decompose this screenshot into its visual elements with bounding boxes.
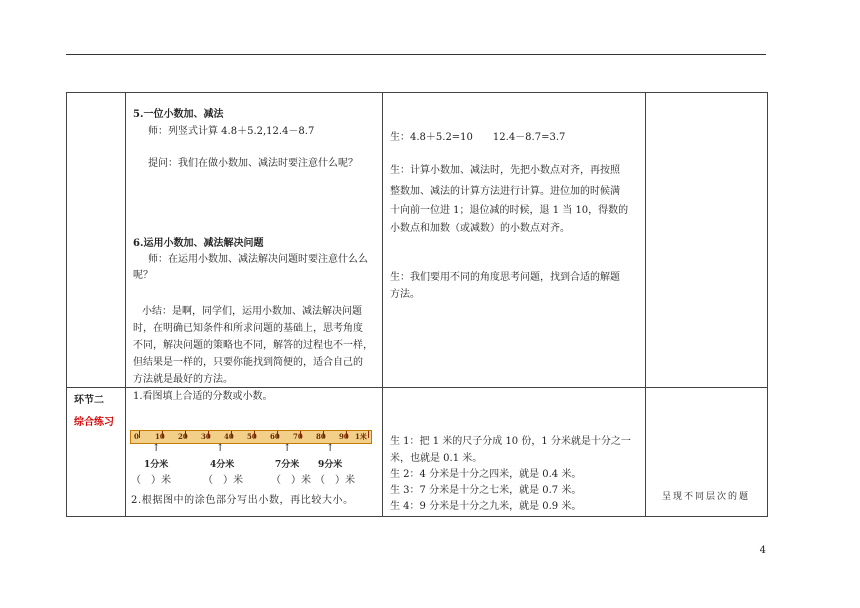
answer-blank: （ ）米 [315, 475, 355, 486]
mark-9dm: 9分米 [318, 460, 343, 470]
col-divider-3 [645, 92, 646, 516]
ruler-label-50: 50 [247, 432, 257, 441]
ruler-tick [139, 431, 140, 438]
col-divider-1 [125, 92, 126, 516]
ruler-label-0: 0 [134, 432, 139, 441]
mark-7dm: 7分米 [275, 460, 300, 470]
student-4: 生 4：9 分米是十分之九米，就是 0.9 米。 [390, 501, 582, 512]
page-number: 4 [759, 545, 766, 556]
up-arrow-icon: ↑ [326, 443, 335, 454]
levels-note: 呈现不同层次的题 [662, 492, 751, 502]
section5-question: 提问：我们在做小数加、减法时要注意什么呢？ [148, 158, 358, 169]
section6-title: 6.运用小数加、减法解决问题 [133, 238, 264, 249]
summary-line4: 但结果是一样的，只要你能找到简便的，适合自己的 [133, 357, 363, 368]
ruler-label-20: 20 [178, 432, 188, 441]
answer-blank: （ ）米 [203, 475, 243, 486]
student-angle-line1: 生：我们要用不同的角度思考问题，找到合适的解题 [390, 272, 620, 283]
ruler-label-80: 80 [316, 432, 326, 441]
section6-teacher-line1: 师：在运用小数加、减法解决问题时要注意什么么 [148, 254, 368, 265]
section-two-sublabel: 综合练习 [74, 417, 114, 428]
question-2: 2.根据图中的涂色部分写出小数，再比较大小。 [131, 495, 354, 506]
student-note-line3: 十向前一位进 1；退位减的时候，退 1 当 10，得数的 [390, 205, 629, 216]
col-divider-2 [382, 92, 383, 516]
section6-teacher-line2: 呢？ [133, 270, 153, 281]
answer-blank: （ ）米 [271, 475, 311, 486]
ruler-label-90: 90 [339, 432, 349, 441]
summary-line5: 方法就是最好的方法。 [133, 374, 233, 385]
up-arrow-icon: ↑ [152, 443, 161, 454]
ruler-label-70: 70 [293, 432, 303, 441]
student-note-line1: 生：计算小数加、减法时，先把小数点对齐，再按照 [390, 165, 620, 176]
up-arrow-icon: ↑ [283, 443, 292, 454]
ruler-label-40: 40 [224, 432, 234, 441]
ruler-label-60: 60 [270, 432, 280, 441]
summary-line3: 不同，解决问题的策略也不同，解答的过程也不一样， [133, 340, 373, 351]
section5-title: 5.一位小数加、减法 [133, 109, 224, 120]
student-2: 生 2：4 分米是十分之四米，就是 0.4 米。 [390, 469, 582, 480]
student-1-line1: 生 1：把 1 米的尺子分成 10 份，1 分米就是十分之一 [390, 436, 631, 447]
ruler-label-10: 10 [155, 432, 165, 441]
ruler-label-1m: 1米 [355, 432, 367, 441]
answer-blank: （ ）米 [131, 475, 171, 486]
meter-ruler [130, 430, 372, 444]
student-calc: 生：4.8＋5.2=10 12.4－8.7=3.7 [390, 132, 566, 143]
section5-teacher: 师：列竖式计算 4.8＋5.2,12.4－8.7 [148, 126, 315, 137]
header-rule [66, 54, 766, 55]
ruler-label-30: 30 [201, 432, 211, 441]
section-two-label: 环节二 [74, 395, 104, 406]
student-angle-line2: 方法。 [390, 289, 420, 300]
summary-line2: 时，在明确已知条件和所求问题的基础上，思考角度 [133, 323, 363, 334]
student-1-line2: 米，也就是 0.1 米。 [390, 453, 483, 464]
up-arrow-icon: ↑ [216, 443, 225, 454]
question-1: 1.看图填上合适的分数或小数。 [133, 391, 273, 402]
student-note-line2: 整数加、减法的计算方法进行计算。进位加的时候满 [390, 186, 620, 197]
summary-line1: 小结：是啊，同学们，运用小数加、减法解决问题 [142, 306, 362, 317]
ruler-tick [368, 431, 369, 438]
mark-4dm: 4分米 [210, 460, 235, 470]
student-3: 生 3：7 分米是十分之七米，就是 0.7 米。 [390, 485, 582, 496]
mark-1dm: 1分米 [144, 460, 169, 470]
student-note-line4: 小数点和加数（或减数）的小数点对齐。 [390, 223, 570, 234]
